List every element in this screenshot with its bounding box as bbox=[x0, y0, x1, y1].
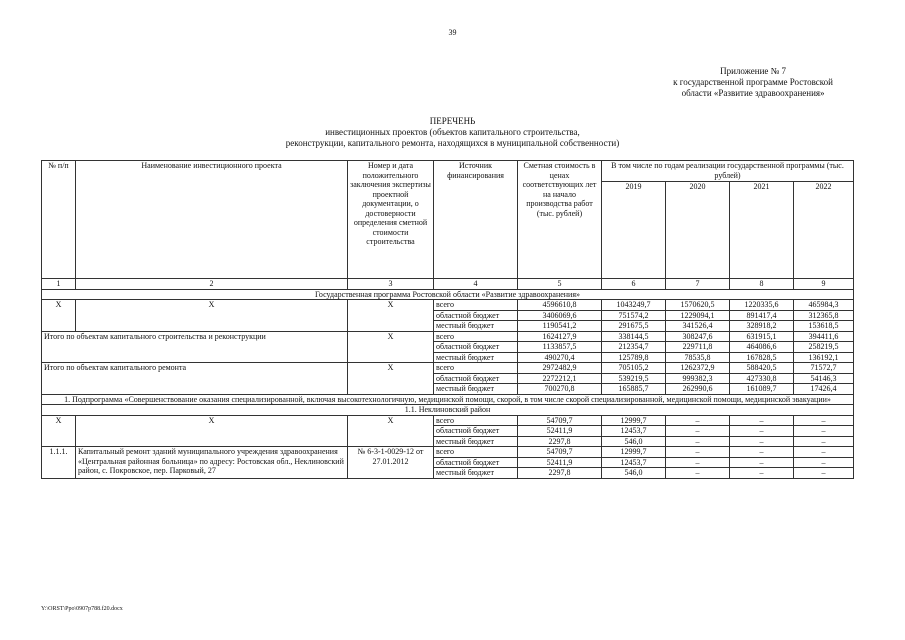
appendix-line-1: Приложение № 7 bbox=[720, 66, 786, 76]
section-row bbox=[42, 405, 854, 416]
cell-estimate: 1133857,5 bbox=[518, 342, 602, 353]
investment-projects-table bbox=[41, 160, 854, 479]
title-line-1: инвестиционных проектов (объектов капитального строительства, bbox=[325, 127, 580, 137]
cell-estimate: 2297,8 bbox=[518, 468, 602, 479]
header-years-group: В том числе по годам реализации государственной программы (тыс. рублей) bbox=[602, 161, 854, 182]
title-line-2: реконструкции, капитального ремонта, находящихся в муниципальной собственности) bbox=[285, 138, 620, 148]
cell-2019: 291675,5 bbox=[602, 321, 666, 332]
cell-2021: 631915,1 bbox=[730, 331, 794, 342]
document-title bbox=[0, 116, 905, 149]
cell-2019: 212354,7 bbox=[602, 342, 666, 353]
cell-2022: 54146,3 bbox=[794, 373, 854, 384]
cell-2020: 78535,8 bbox=[666, 352, 730, 363]
column-number: 8 bbox=[730, 279, 794, 290]
header-year-2020: 2020 bbox=[666, 182, 730, 279]
cell-name: Капитальный ремонт зданий муниципального учреждения здравоохранения «Центральная районная больница» по адресу: Ростовская обл., Неклиновский район, с. Покровское, пер. Парковый, 27 bbox=[76, 447, 348, 479]
section-subprogram: 1. Подпрограмма «Совершенствование оказания специализированной, включая высокотехнологичную, медицинской помощи, скорой, в том числе скорой специализированной, медицинской помощи, медицинской эвакуации» bbox=[42, 394, 854, 405]
cell-estimate: 52411,9 bbox=[518, 457, 602, 468]
cell-name: Итого по объектам капитального ремонта bbox=[42, 363, 348, 395]
header-estimate: Сметная стоимость в ценах соответствующих лет на начало производства работ (тыс. рублей) bbox=[518, 161, 602, 279]
cell-2022: – bbox=[794, 468, 854, 479]
header-row bbox=[42, 161, 854, 182]
cell-estimate: 54709,7 bbox=[518, 415, 602, 426]
cell-2020: 1262372,9 bbox=[666, 363, 730, 374]
cell-2021: – bbox=[730, 436, 794, 447]
header-name: Наименование инвестиционного проекта bbox=[76, 161, 348, 279]
cell-conclusion: X bbox=[348, 300, 434, 332]
cell-2020: – bbox=[666, 415, 730, 426]
column-number: 6 bbox=[602, 279, 666, 290]
title-heading: ПЕРЕЧЕНЬ bbox=[429, 116, 476, 126]
cell-estimate: 1624127,9 bbox=[518, 331, 602, 342]
cell-2020: – bbox=[666, 447, 730, 458]
cell-estimate: 54709,7 bbox=[518, 447, 602, 458]
cell-2021: 588420,5 bbox=[730, 363, 794, 374]
cell-2020: 1570620,5 bbox=[666, 300, 730, 311]
cell-2019: 751574,2 bbox=[602, 310, 666, 321]
cell-2020: 999382,3 bbox=[666, 373, 730, 384]
table-row bbox=[42, 300, 854, 311]
header-source: Источник финансирования bbox=[434, 161, 518, 279]
cell-2022: 394411,6 bbox=[794, 331, 854, 342]
cell-num: X bbox=[42, 300, 76, 332]
cell-name: X bbox=[76, 415, 348, 447]
cell-estimate: 4596610,8 bbox=[518, 300, 602, 311]
column-number: 1 bbox=[42, 279, 76, 290]
cell-source: всего bbox=[434, 300, 518, 311]
cell-estimate: 1190541,2 bbox=[518, 321, 602, 332]
cell-estimate: 700270,8 bbox=[518, 384, 602, 395]
cell-2019: 125789,8 bbox=[602, 352, 666, 363]
cell-2019: 546,0 bbox=[602, 436, 666, 447]
appendix-note bbox=[673, 66, 833, 99]
cell-2022: – bbox=[794, 426, 854, 437]
cell-2022: 153618,5 bbox=[794, 321, 854, 332]
cell-name: X bbox=[76, 300, 348, 332]
cell-2022: – bbox=[794, 436, 854, 447]
cell-source: всего bbox=[434, 331, 518, 342]
cell-2021: 167828,5 bbox=[730, 352, 794, 363]
section-state-program: Государственная программа Ростовской области «Развитие здравоохранения» bbox=[42, 289, 854, 300]
cell-source: всего bbox=[434, 415, 518, 426]
cell-2021: 1220335,6 bbox=[730, 300, 794, 311]
table-row bbox=[42, 331, 854, 342]
cell-name: Итого по объектам капитального строительства и реконструкции bbox=[42, 331, 348, 363]
cell-2021: – bbox=[730, 447, 794, 458]
cell-2020: – bbox=[666, 426, 730, 437]
cell-2020: 262990,6 bbox=[666, 384, 730, 395]
cell-estimate: 2972482,9 bbox=[518, 363, 602, 374]
cell-source: всего bbox=[434, 447, 518, 458]
cell-2022: – bbox=[794, 457, 854, 468]
column-number: 5 bbox=[518, 279, 602, 290]
appendix-line-2: к государственной программе Ростовской bbox=[673, 77, 833, 87]
cell-2020: – bbox=[666, 468, 730, 479]
column-number: 4 bbox=[434, 279, 518, 290]
cell-2019: 12453,7 bbox=[602, 457, 666, 468]
cell-2021: 891417,4 bbox=[730, 310, 794, 321]
table-row bbox=[42, 415, 854, 426]
cell-2021: – bbox=[730, 457, 794, 468]
cell-estimate: 2297,8 bbox=[518, 436, 602, 447]
file-path-footer: Y:\ORST\Ppo\0907p788.f20.docx bbox=[41, 606, 123, 612]
cell-conclusion: X bbox=[348, 415, 434, 447]
cell-2022: 71572,7 bbox=[794, 363, 854, 374]
cell-source: областной бюджет bbox=[434, 457, 518, 468]
cell-2021: 161089,7 bbox=[730, 384, 794, 395]
header-conclusion: Номер и дата положительного заключения экспертизы проектной документации, о достоверности определения сметной стоимости строительства bbox=[348, 161, 434, 279]
cell-2021: – bbox=[730, 415, 794, 426]
cell-source: местный бюджет bbox=[434, 468, 518, 479]
cell-2019: 705105,2 bbox=[602, 363, 666, 374]
cell-num: 1.1.1. bbox=[42, 447, 76, 479]
cell-estimate: 490270,4 bbox=[518, 352, 602, 363]
cell-2019: 12999,7 bbox=[602, 415, 666, 426]
cell-2021: – bbox=[730, 468, 794, 479]
cell-2022: 17426,4 bbox=[794, 384, 854, 395]
cell-2022: 136192,1 bbox=[794, 352, 854, 363]
table-row bbox=[42, 363, 854, 374]
cell-estimate: 2272212,1 bbox=[518, 373, 602, 384]
cell-source: местный бюджет bbox=[434, 352, 518, 363]
cell-source: областной бюджет bbox=[434, 373, 518, 384]
header-year-2022: 2022 bbox=[794, 182, 854, 279]
table-row bbox=[42, 447, 854, 458]
cell-conclusion: № 6-3-1-0029-12 от 27.01.2012 bbox=[348, 447, 434, 479]
appendix-line-3: области «Развитие здравоохранения» bbox=[681, 88, 825, 98]
cell-2020: 229711,8 bbox=[666, 342, 730, 353]
column-number: 9 bbox=[794, 279, 854, 290]
cell-2020: – bbox=[666, 436, 730, 447]
cell-2021: 464086,6 bbox=[730, 342, 794, 353]
cell-2020: – bbox=[666, 457, 730, 468]
section-row bbox=[42, 394, 854, 405]
cell-2022: 258219,5 bbox=[794, 342, 854, 353]
cell-2020: 341526,4 bbox=[666, 321, 730, 332]
cell-source: областной бюджет bbox=[434, 342, 518, 353]
cell-source: областной бюджет bbox=[434, 310, 518, 321]
cell-source: всего bbox=[434, 363, 518, 374]
section-district: 1.1. Неклиновский район bbox=[42, 405, 854, 416]
cell-2021: – bbox=[730, 426, 794, 437]
cell-estimate: 52411,9 bbox=[518, 426, 602, 437]
cell-2022: 312365,8 bbox=[794, 310, 854, 321]
cell-estimate: 3406069,6 bbox=[518, 310, 602, 321]
cell-2019: 546,0 bbox=[602, 468, 666, 479]
cell-2019: 539219,5 bbox=[602, 373, 666, 384]
cell-2022: 465984,3 bbox=[794, 300, 854, 311]
cell-2020: 308247,6 bbox=[666, 331, 730, 342]
header-num: № п/п bbox=[42, 161, 76, 279]
column-number: 7 bbox=[666, 279, 730, 290]
cell-conclusion: X bbox=[348, 363, 434, 395]
cell-2019: 12453,7 bbox=[602, 426, 666, 437]
cell-source: местный бюджет bbox=[434, 436, 518, 447]
cell-source: областной бюджет bbox=[434, 426, 518, 437]
column-number: 3 bbox=[348, 279, 434, 290]
page-number: 39 bbox=[448, 28, 457, 37]
cell-num: X bbox=[42, 415, 76, 447]
header-year-2021: 2021 bbox=[730, 182, 794, 279]
column-number-row bbox=[42, 279, 854, 290]
cell-2022: – bbox=[794, 447, 854, 458]
section-row bbox=[42, 289, 854, 300]
cell-source: местный бюджет bbox=[434, 384, 518, 395]
cell-2019: 1043249,7 bbox=[602, 300, 666, 311]
cell-2021: 328918,2 bbox=[730, 321, 794, 332]
cell-2019: 165885,7 bbox=[602, 384, 666, 395]
cell-2022: – bbox=[794, 415, 854, 426]
cell-2020: 1229094,1 bbox=[666, 310, 730, 321]
cell-conclusion: X bbox=[348, 331, 434, 363]
header-year-2019: 2019 bbox=[602, 182, 666, 279]
cell-source: местный бюджет bbox=[434, 321, 518, 332]
cell-2019: 338144,5 bbox=[602, 331, 666, 342]
cell-2019: 12999,7 bbox=[602, 447, 666, 458]
cell-2021: 427330,8 bbox=[730, 373, 794, 384]
column-number: 2 bbox=[76, 279, 348, 290]
